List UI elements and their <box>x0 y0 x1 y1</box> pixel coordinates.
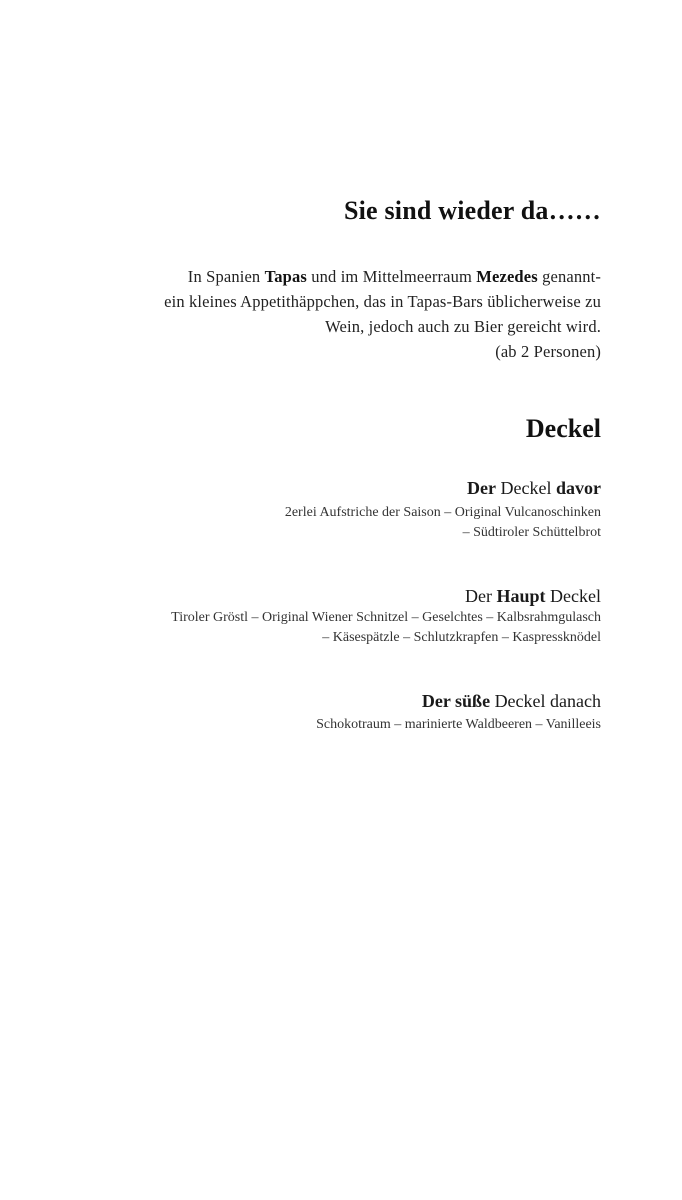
course-title-danach: Der süße Deckel danach <box>421 691 601 711</box>
course-items-haupt <box>171 608 601 648</box>
page-title: Sie sind wieder da…… <box>343 196 601 225</box>
intro-line-1: In Spanien Tapas und im Mittelmeerraum Mezedes genannt- <box>187 267 601 286</box>
course-items-davor <box>285 503 601 543</box>
intro-note: (ab 2 Personen) <box>495 342 601 361</box>
intro-highlight-mezedes: Mezedes <box>476 267 538 286</box>
section-title-deckel: Deckel <box>525 414 601 443</box>
intro-paragraph <box>164 264 601 364</box>
course-item-line: – Südtiroler Schüttelbrot <box>462 525 601 540</box>
intro-highlight-tapas: Tapas <box>264 267 307 286</box>
course-title-davor: Der Deckel davor <box>467 478 601 498</box>
course-item-line: Tiroler Gröstl – Original Wiener Schnitzel – Geselchtes – Kalbsrahmgulasch <box>171 610 601 625</box>
course-item-line: – Käsespätzle – Schlutzkrapfen – Kaspressknödel <box>322 630 601 645</box>
course-item-line: Schokotraum – marinierte Waldbeeren – Vanilleeis <box>316 717 601 732</box>
intro-line-2: ein kleines Appetithäppchen, das in Tapas-Bars üblicherweise zu <box>164 292 601 311</box>
course-items-danach <box>316 715 601 735</box>
course-title-haupt: Der Haupt Deckel <box>465 586 601 606</box>
intro-line-3: Wein, jedoch auch zu Bier gereicht wird. <box>325 317 601 336</box>
course-item-line: 2erlei Aufstriche der Saison – Original Vulcanoschinken <box>284 505 601 520</box>
